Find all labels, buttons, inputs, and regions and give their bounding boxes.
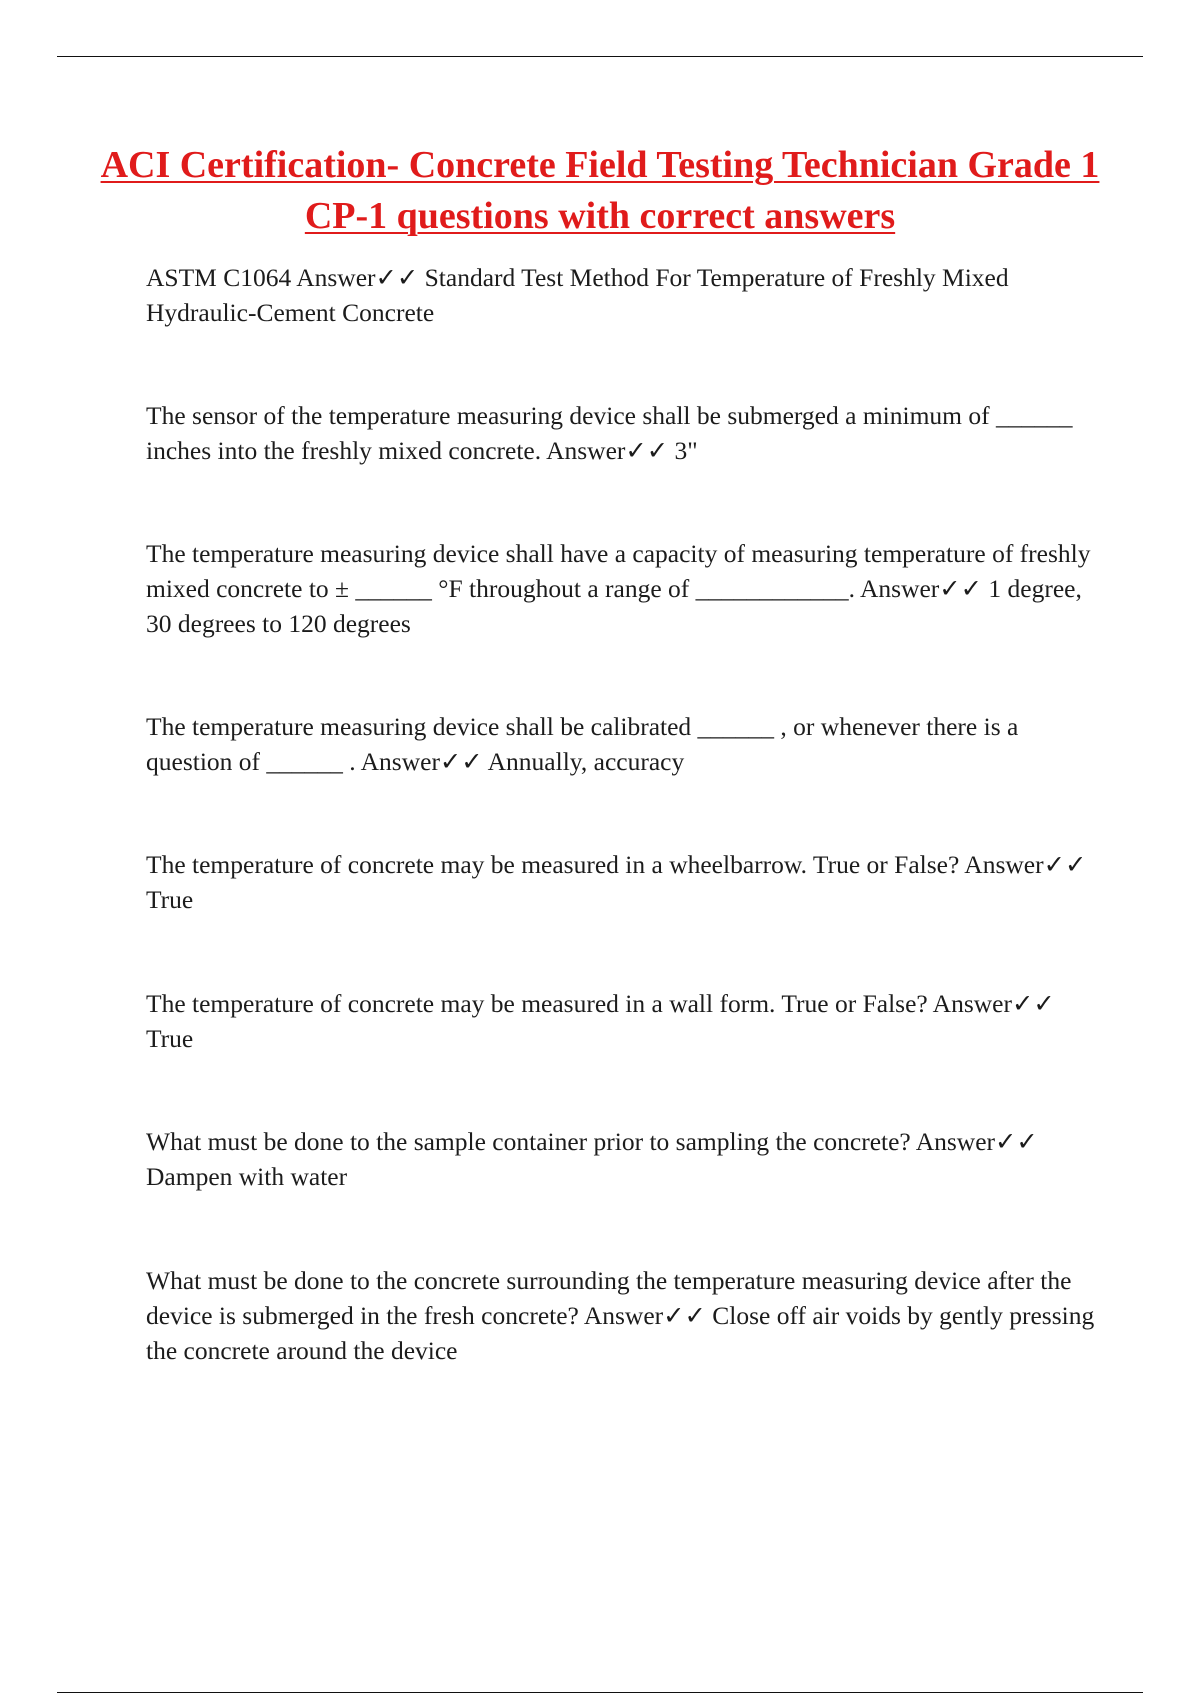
qa-item-1: ASTM C1064 Answer✓✓ Standard Test Method For Temperature of Freshly Mixed Hydraulic-Cement Concrete xyxy=(146,263,1009,327)
qa-item-3: The temperature measuring device shall have a capacity of measuring temperature of freshly mixed concrete to ± ______ °F throughout a range of ____________. Answer✓✓ 1 degree, 30 degrees to 120 degrees xyxy=(146,539,1091,638)
document-title: ACI Certification- Concrete Field Testing Technician Grade 1 CP-1 questions with correct answers xyxy=(100,144,1100,237)
qa-item-7: What must be done to the sample container prior to sampling the concrete? Answer✓✓ Dampen with water xyxy=(146,1127,1038,1191)
qa-item-5: The temperature of concrete may be measured in a wheelbarrow. True or False? Answer✓✓ True xyxy=(146,850,1087,914)
qa-item-6: The temperature of concrete may be measured in a wall form. True or False? Answer✓✓ True xyxy=(146,989,1055,1053)
footer-rule xyxy=(57,1692,1143,1693)
qa-item-8: What must be done to the concrete surrounding the temperature measuring device after the device is submerged in the fresh concrete? Answer✓✓ Close off air voids by gently pressing the concrete around the device xyxy=(146,1266,1095,1365)
qa-item-2: The sensor of the temperature measuring device shall be submerged a minimum of ______ inches into the freshly mixed concrete. Answer✓✓ 3" xyxy=(146,401,1073,465)
qa-item-4: The temperature measuring device shall be calibrated ______ , or whenever there is a question of ______ . Answer✓✓ Annually, accuracy xyxy=(146,712,1019,776)
header-rule xyxy=(57,56,1143,57)
